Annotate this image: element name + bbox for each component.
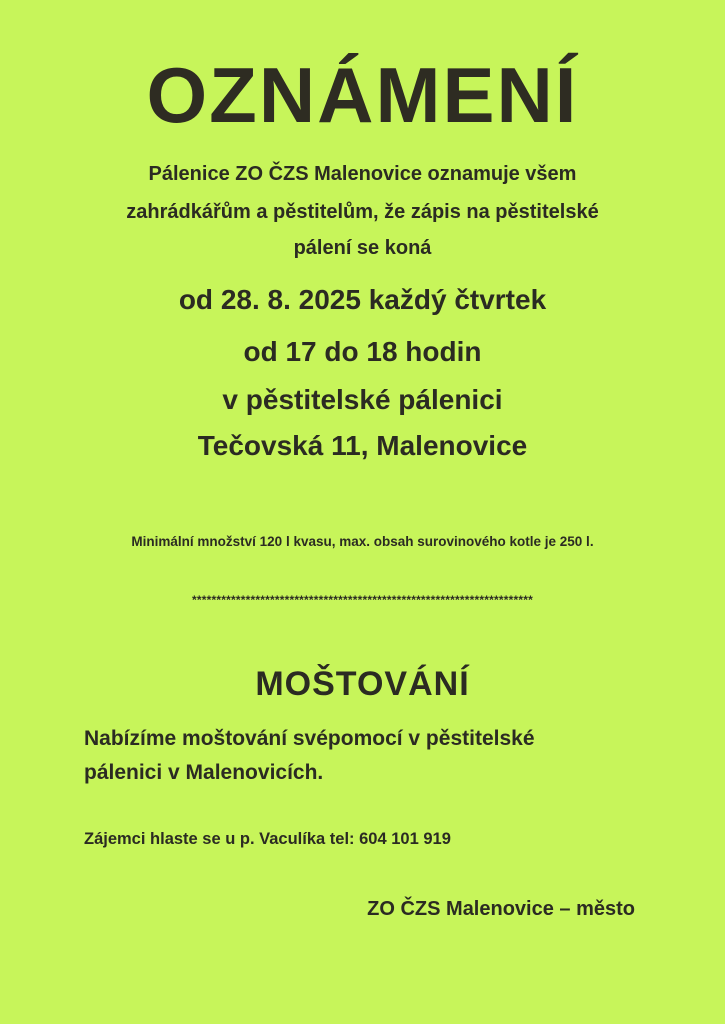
section-title: MOŠTOVÁNÍ	[255, 665, 470, 703]
contact-line: Zájemci hlaste se u p. Vaculíka tel: 604 101 919	[84, 830, 451, 848]
schedule-date: od 28. 8. 2025 každý čtvrtek	[178, 284, 547, 315]
intro-line-3: pálení se koná	[293, 237, 432, 259]
offer-line-1: Nabízíme moštování svépomocí v pěstitelské	[84, 727, 535, 750]
schedule-time: od 17 do 18 hodin	[243, 336, 482, 367]
star-divider: **********************************************************************	[192, 593, 533, 607]
schedule-place: v pěstitelské pálenici	[222, 384, 503, 415]
offer-line-2: pálenici v Malenovicích.	[84, 761, 324, 784]
quantity-note: Minimální množství 120 l kvasu, max. obsah surovinového kotle je 250 l.	[131, 534, 594, 549]
signature: ZO ČZS Malenovice – město	[367, 898, 635, 920]
schedule-address: Tečovská 11, Malenovice	[197, 430, 528, 461]
page-title: OZNÁMENÍ	[146, 51, 579, 139]
intro-line-2: zahrádkářům a pěstitelům, že zápis na pěstitelské	[126, 201, 599, 223]
intro-line-1: Pálenice ZO ČZS Malenovice oznamuje všem	[148, 163, 577, 185]
